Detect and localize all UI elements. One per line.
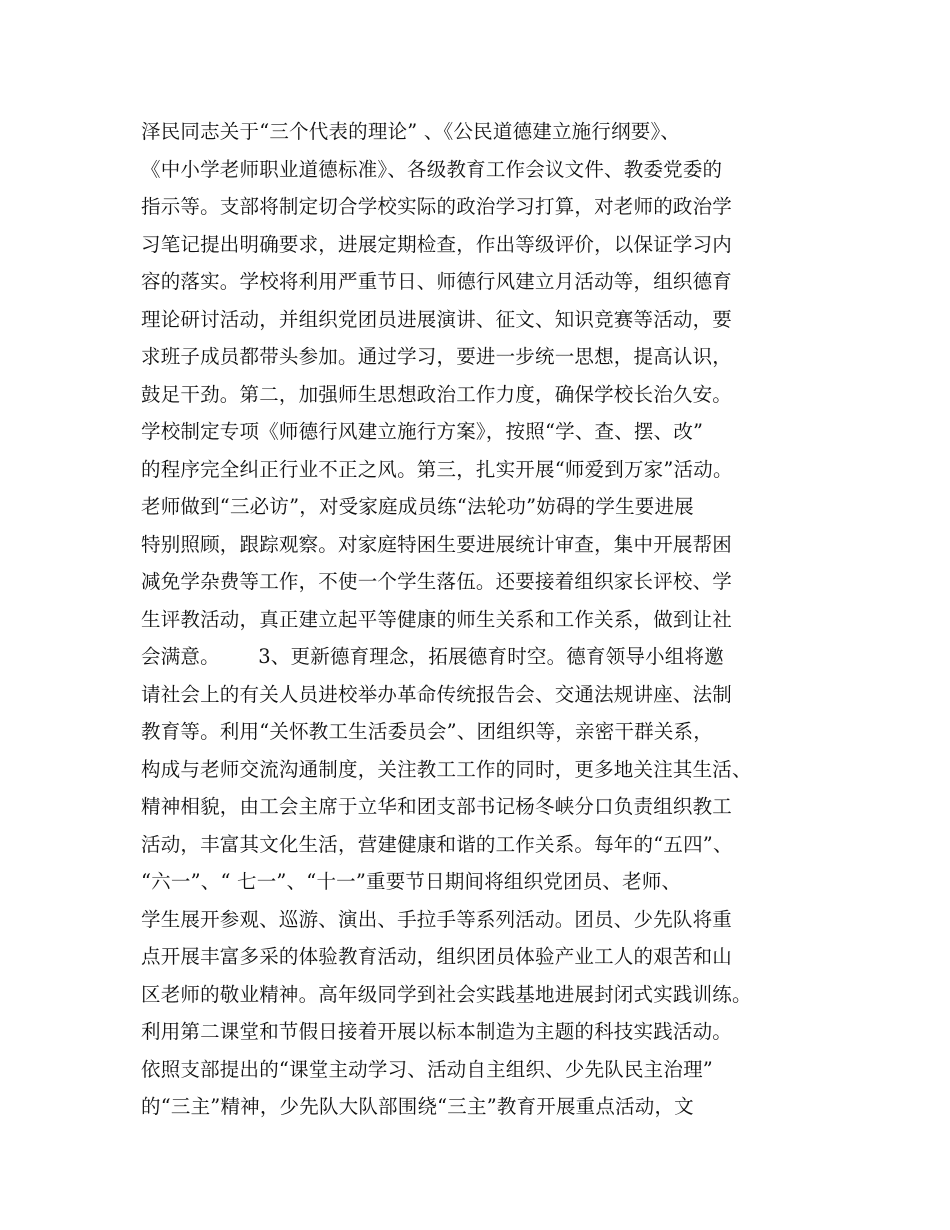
text-line: 指示等。支部将制定切合学校实际的政治学习打算，对老师的政治学	[141, 195, 733, 218]
text-line: 的程序完全纠正行业不正之风。第三，扎实开展“师爱到万家”活动。	[141, 457, 733, 481]
text-line: 生评教活动，真正建立起平等健康的师生关系和工作关系，做到让社	[141, 607, 733, 631]
text-line: 点开展丰富多采的体验教育活动，组织团员体验产业工人的艰苦和山	[141, 945, 733, 968]
text-line: “六一”、“ 七一”、“十一”重要节日期间将组织党团员、老师、	[141, 870, 682, 893]
text-line: 理论研讨活动，并组织党团员进展演讲、征文、知识竞赛等活动，要	[141, 307, 733, 331]
text-line: 学校制定专项《师德行风建立施行方案》，按照“学、查、摆、改”	[141, 420, 704, 443]
text-line: 教育等。利用“关怀教工生活委员会”、团组织等，亲密干群关系，	[141, 720, 713, 743]
text-line: 的“三主”精神，少先队大队部围绕“三主”教育开展重点活动，文	[141, 1095, 694, 1118]
text-line: 减免学杂费等工作，不使一个学生落伍。还要接着组织家长评校、学	[141, 570, 733, 593]
text-line: 精神相貌，由工会主席于立华和团支部书记杨冬峡分口负责组织教工	[141, 795, 733, 818]
text-line: 利用第二课堂和节假日接着开展以标本制造为主题的科技实践活动。	[141, 1020, 733, 1043]
text-line: 老师做到“三必访”，对受家庭成员练“法轮功”妨碍的学生要进展	[141, 495, 694, 518]
text-line: 泽民同志关于“三个代表的理论” 、《公民道德建立施行纲要》、	[141, 120, 681, 143]
text-line: 学生展开参观、巡游、演出、手拉手等系列活动。团员、少先队将重	[141, 907, 733, 931]
text-line: 区老师的敬业精神。高年级同学到社会实践基地进展封闭式实践训练。	[141, 982, 752, 1006]
text-line: 求班子成员都带头参加。通过学习，要进一步统一思想，提高认识，	[141, 345, 733, 368]
text-line: 活动，丰富其文化生活，营建健康和谐的工作关系。每年的“五四”、	[141, 832, 733, 856]
text-line: 会满意。 3、更新德育理念，拓展德育时空。德育领导小组将邀	[141, 645, 724, 668]
text-line: 请社会上的有关人员进校举办革命传统报告会、交通法规讲座、法制	[141, 682, 733, 706]
text-line: 习笔记提出明确要求，进展定期检查，作出等级评价，以保证学习内	[141, 232, 733, 256]
text-line: 特别照顾，跟踪观察。对家庭特困生要进展统计审查，集中开展帮困	[141, 532, 733, 556]
text-line: 容的落实。学校将利用严重节日、师德行风建立月活动等，组织德育	[141, 270, 733, 293]
text-line: 鼓足干劲。第二，加强师生思想政治工作力度，确保学校长治久安。	[141, 382, 733, 406]
text-line: 构成与老师交流沟通制度，关注教工工作的同时，更多地关注其生活、	[141, 757, 752, 781]
body-text	[141, 113, 841, 1126]
text-line: 《中小学老师职业道德标准》、各级教育工作会议文件、教委党委的	[141, 157, 723, 181]
text-line: 依照支部提出的“课堂主动学习、活动自主组织、少先队民主治理”	[141, 1057, 713, 1081]
